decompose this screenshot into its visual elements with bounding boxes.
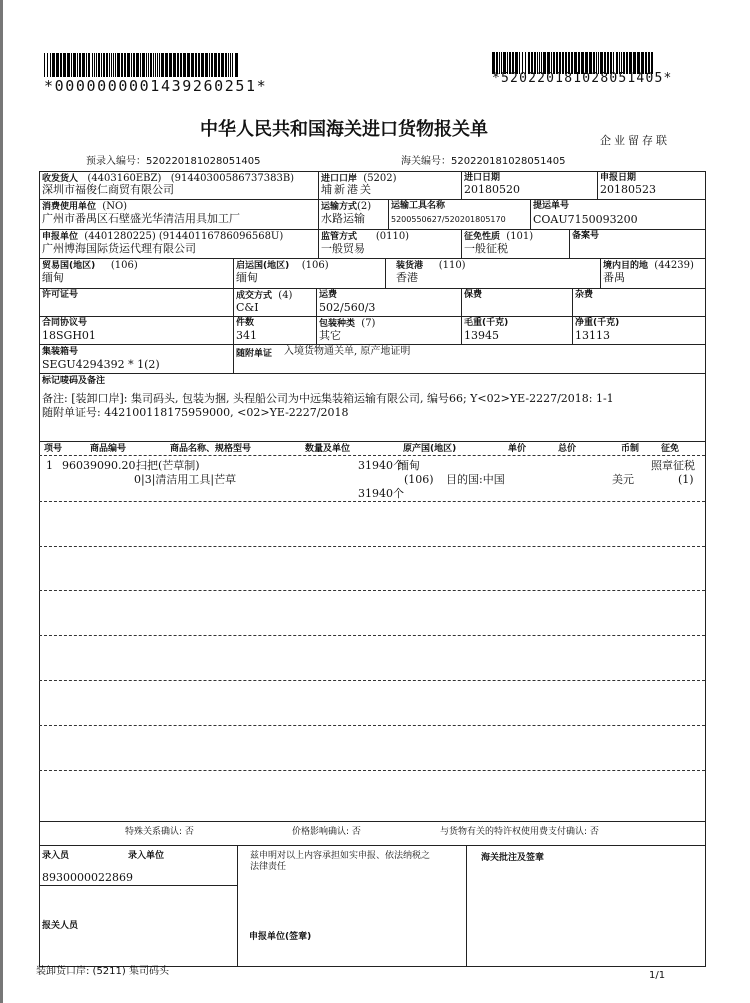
page-number: 1/1	[649, 970, 666, 981]
item-row-separator	[39, 635, 705, 636]
declare-date: 20180523	[600, 183, 656, 196]
destination-value: 番禺	[603, 271, 625, 284]
barcode-bar	[195, 53, 197, 77]
consumer-label: 消费使用单位 (NO)	[42, 201, 128, 212]
barcode-bar	[225, 53, 227, 77]
remarks-line-2: 随附单证号: 442100118175959000, <02>YE-2227/2018	[42, 406, 349, 419]
barcode-bar	[50, 53, 51, 77]
goods-header-name: 商品名称、规格型号	[170, 444, 252, 454]
price-impact-confirm: 价格影响确认: 否	[292, 827, 361, 837]
trade-country-value: 缅甸	[42, 271, 64, 284]
barcode-bar	[218, 53, 220, 77]
barcode-bar	[159, 53, 160, 77]
page-title: 中华人民共和国海关进口货物报关单	[200, 119, 488, 140]
declarer-label: 申报单位 (4401280225) (91440116786096568U)	[42, 231, 284, 242]
insurance-label: 保费	[464, 290, 483, 300]
declarer-value: 广州博海国际货运代理有限公司	[42, 242, 196, 255]
entry-person-label: 录入员	[42, 851, 70, 861]
barcode-bar	[73, 53, 76, 77]
item-code: 96039090.20	[62, 459, 136, 472]
remarks-label: 标记唛码及备注	[42, 376, 106, 386]
col-line	[466, 845, 467, 966]
barcode-bar	[165, 53, 168, 77]
copy-type: 企业留存联	[600, 134, 670, 147]
barcode-bar	[47, 53, 48, 77]
barcode-bar	[63, 53, 66, 77]
goods-header-total: 总价	[558, 444, 577, 454]
row-line	[39, 441, 705, 442]
barcode-bar	[60, 53, 62, 77]
barcode-bar	[67, 53, 70, 77]
record-label: 备案号	[572, 231, 600, 241]
customs-number: 海关编号：520220181028051405	[401, 156, 566, 167]
vessel-label: 运输工具名称	[391, 201, 446, 211]
col-line	[237, 845, 238, 966]
item-name: 扫把(芒草制)	[136, 459, 200, 472]
barcode-bar	[113, 53, 114, 77]
item-levy: 照章征税	[651, 459, 695, 472]
barcode-bar	[214, 53, 217, 77]
frame-top	[39, 171, 705, 172]
royalty-confirm: 与货物有关的特许权使用费支付确认: 否	[440, 827, 599, 837]
item-row-separator	[39, 770, 705, 771]
barcode-bar	[98, 53, 100, 77]
entry-unit-label: 录入单位	[128, 851, 165, 861]
gross-value: 13945	[464, 329, 499, 342]
declare-date-label: 申报日期	[600, 173, 637, 183]
import-date-label: 进口日期	[464, 173, 501, 183]
row-line	[39, 821, 705, 822]
loading-port-footer: 装卸货口岸: (5211) 集司码头	[36, 966, 169, 977]
barcode-bar	[191, 53, 194, 77]
import-date: 20180520	[464, 183, 520, 196]
docs-label: 随附单证	[236, 349, 273, 359]
barcode-bar	[133, 53, 135, 77]
barcode-bar	[82, 53, 85, 77]
barcode-bar	[198, 53, 200, 77]
barcode-bar	[44, 53, 45, 77]
barcode-right-text: *520220181028051405*	[492, 71, 673, 86]
barcode-bar	[209, 53, 210, 77]
col-line	[600, 258, 601, 288]
broker-label: 报关人员	[42, 921, 79, 931]
barcode-bar	[86, 53, 87, 77]
barcode-bar	[169, 53, 172, 77]
row-line	[39, 344, 705, 345]
barcode-bar	[228, 53, 229, 77]
port-label: 进口口岸 (5202)	[321, 173, 397, 184]
col-line	[233, 258, 234, 373]
barcode-bar	[79, 53, 81, 77]
scan-edge	[0, 0, 3, 1003]
freight-label: 运费	[319, 290, 338, 300]
misc-label: 杂费	[575, 290, 594, 300]
col-line	[461, 171, 462, 200]
trade-country-label: 贸易国(地区) (106)	[42, 260, 138, 271]
barcode-bar	[221, 53, 224, 77]
package-label: 包装种类 (7)	[319, 318, 376, 329]
barcode-bar	[232, 53, 233, 77]
supervision-value: 一般贸易	[321, 242, 365, 255]
col-line	[530, 199, 531, 229]
item-levy-code: (1)	[678, 473, 694, 486]
deal-label: 成交方式 (4)	[236, 290, 293, 301]
supervision-label: 监管方式 (0110)	[321, 231, 410, 242]
barcode-left	[44, 53, 306, 77]
col-line	[572, 288, 573, 344]
barcode-bar	[187, 53, 190, 77]
package-value: 其它	[319, 329, 341, 342]
barcode-bar	[106, 53, 108, 77]
barcode-bar	[157, 53, 158, 77]
goods-header-currency: 币制	[621, 444, 640, 454]
origin-country-label: 启运国(地区) (106)	[236, 260, 329, 271]
goods-header-code: 商品编号	[90, 444, 127, 454]
barcode-bar	[177, 53, 179, 77]
loading-port-label: 装货港 (110)	[396, 260, 466, 271]
bl-value: COAU7150093200	[533, 213, 638, 226]
barcode-bar	[183, 53, 186, 77]
goods-header-levy: 征免	[661, 444, 680, 454]
barcode-bar	[173, 53, 176, 77]
barcode-bar	[121, 53, 123, 77]
customs-approval-label: 海关批注及签章	[481, 853, 545, 863]
remarks-line-1: 备注: [装卸口岸]: 集司码头, 包装为捆, 头程船公司为中远集装箱运输有限公司, 编号66; Y<02>YE-2227/2018: 1-1	[42, 392, 614, 405]
special-relation-confirm: 特殊关系确认: 否	[125, 827, 194, 837]
deal-value: C&I	[236, 301, 259, 314]
col-line	[318, 171, 319, 229]
item-qty: 31940个	[358, 459, 404, 472]
item-origin-code: (106)	[404, 473, 434, 486]
goods-header-price: 单价	[508, 444, 527, 454]
item-spec: 0|3|清洁用工具|芒草	[134, 473, 237, 486]
origin-country-value: 缅甸	[236, 271, 258, 284]
barcode-bar	[96, 53, 97, 77]
row-line	[39, 373, 705, 374]
col-line	[597, 171, 598, 200]
barcode-bar	[94, 53, 95, 77]
barcode-bar	[201, 53, 204, 77]
row-line	[39, 258, 705, 259]
barcode-bar	[56, 53, 59, 77]
gross-label: 毛重(千克)	[464, 318, 509, 328]
col-line	[569, 229, 570, 258]
port-value: 埔新港关	[321, 183, 373, 196]
frame-right	[705, 171, 706, 967]
barcode-left-text: *0000000001439260251*	[44, 77, 268, 95]
barcode-bar	[124, 53, 126, 77]
barcode-bar	[103, 53, 105, 77]
barcode-bar	[92, 53, 93, 77]
transport-label: 运输方式(2)	[321, 201, 372, 212]
item-no: 1	[46, 459, 53, 472]
row-line	[39, 288, 705, 289]
bl-label: 提运单号	[533, 201, 570, 211]
item-destination: 目的国:中国	[446, 473, 505, 486]
barcode-bar	[155, 53, 156, 77]
goods-header-qty: 数量及单位	[305, 444, 351, 454]
row-line	[39, 229, 705, 230]
barcode-bar	[71, 53, 72, 77]
destination-label: 境内目的地 (44239)	[603, 260, 694, 271]
barcode-bar	[131, 53, 132, 77]
col-line	[316, 288, 317, 344]
item-row-separator	[39, 725, 705, 726]
goods-header-origin: 原产国(地区)	[403, 444, 457, 454]
row-line	[39, 199, 705, 200]
item-qty-legal: 31940个	[358, 487, 404, 500]
col-line	[318, 229, 319, 258]
col-line	[461, 229, 462, 258]
container-value: SEGU4294392 * 1(2)	[42, 358, 160, 371]
declaration-text-2: 法律责任	[250, 862, 287, 872]
freight-value: 502/560/3	[319, 301, 376, 314]
pieces-label: 件数	[236, 318, 255, 328]
transport-value: 水路运输	[321, 212, 365, 225]
barcode-bar	[150, 53, 152, 77]
row-line	[39, 316, 705, 317]
barcode-bar	[230, 53, 231, 77]
exemption-label: 征免性质 (101)	[464, 231, 534, 242]
barcode-bar	[136, 53, 139, 77]
row-line	[39, 845, 705, 846]
barcode-bar	[146, 53, 147, 77]
pre-entry-number: 预录入编号：520220181028051405	[86, 156, 261, 167]
barcode-bar	[205, 53, 208, 77]
item-currency: 美元	[612, 473, 634, 486]
barcode-bar	[52, 53, 55, 77]
consignee-label: 收发货人 (4403160EBZ) (91440300586737383B)	[42, 173, 295, 184]
barcode-bar	[140, 53, 141, 77]
container-label: 集装箱号	[42, 347, 79, 357]
col-line	[385, 258, 386, 288]
barcode-bar	[88, 53, 90, 77]
frame-left	[39, 171, 40, 967]
item-row-separator	[39, 546, 705, 547]
vessel-value: 5200550627/520201805170	[391, 215, 506, 224]
loading-port-value: 香港	[396, 271, 418, 284]
col-line	[388, 199, 389, 229]
barcode-bar	[77, 53, 78, 77]
declaration-text-1: 兹申明对以上内容承担如实申报、依法纳税之	[250, 851, 431, 861]
contract-value: 18SGH01	[42, 329, 96, 342]
barcode-bar	[109, 53, 110, 77]
barcode-bar	[115, 53, 116, 77]
goods-header-no: 项号	[44, 444, 63, 454]
net-label: 净重(千克)	[575, 318, 620, 328]
goods-header-separator	[39, 455, 705, 456]
item-row-separator	[39, 590, 705, 591]
item-row-separator	[39, 501, 705, 502]
consumer-value: 广州市番禺区石壁盛光华清洁用具加工厂	[42, 212, 240, 225]
barcode-bar	[117, 53, 120, 77]
barcode-bar	[153, 53, 154, 77]
declare-unit-signature: 申报单位(签章)	[249, 932, 312, 942]
item-row-separator	[39, 680, 705, 681]
barcode-bar	[161, 53, 164, 77]
net-value: 13113	[575, 329, 610, 342]
barcode-bar	[101, 53, 102, 77]
contract-label: 合同协议号	[42, 318, 88, 328]
pieces-value: 341	[236, 329, 257, 342]
row-line	[39, 885, 237, 886]
consignee-value: 深圳市福俊仁商贸有限公司	[42, 183, 174, 196]
entry-number: 8930000022869	[42, 871, 133, 884]
docs-value: 入境货物通关单, 原产地证明	[284, 346, 411, 357]
barcode-bar	[211, 53, 213, 77]
license-label: 许可证号	[42, 290, 79, 300]
barcode-bar	[142, 53, 145, 77]
barcode-bar	[148, 53, 149, 77]
col-line	[461, 288, 462, 344]
barcode-bar	[180, 53, 182, 77]
barcode-bar	[127, 53, 130, 77]
item-origin: 缅甸	[398, 459, 420, 472]
barcode-bar	[235, 53, 238, 77]
exemption-value: 一般征税	[464, 242, 508, 255]
barcode-bar	[111, 53, 112, 77]
